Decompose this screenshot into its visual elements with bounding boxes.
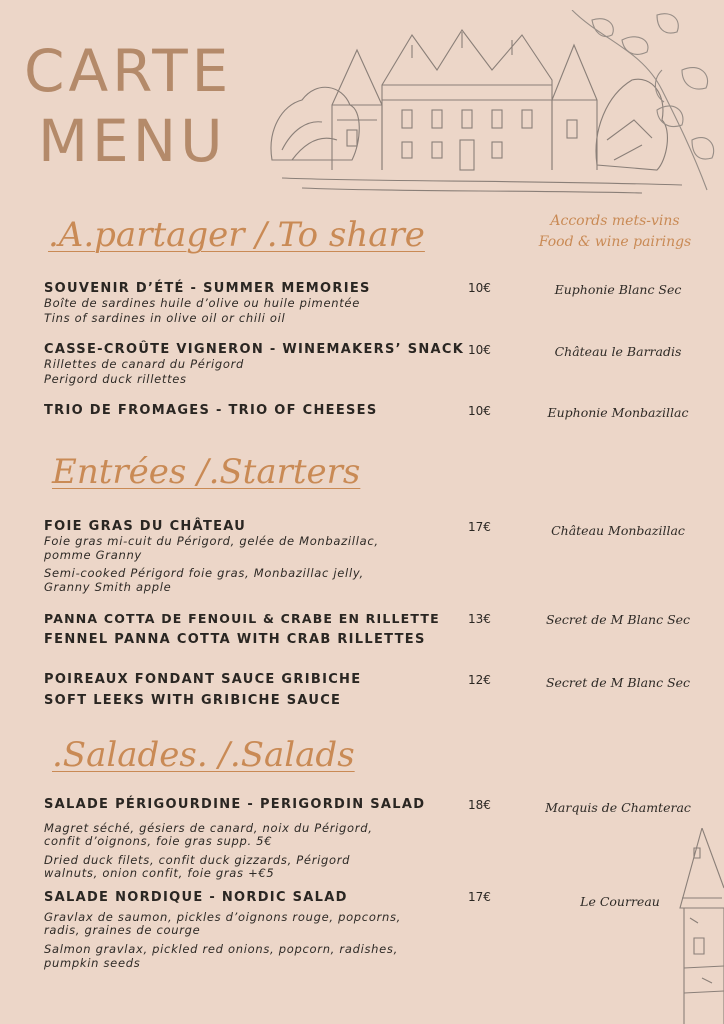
dish-price: 10€ xyxy=(468,404,491,418)
dish-description: pumpkin seeds xyxy=(44,956,141,970)
tower-illustration xyxy=(672,828,724,1024)
dish-description: Dried duck filets, confit duck gizzards, Périgord xyxy=(44,853,351,867)
menu-title-line2: MENU xyxy=(38,107,227,175)
dish-description: Rillettes de canard du Périgord xyxy=(44,357,245,371)
dish-description: pomme Granny xyxy=(44,548,142,562)
dish-name-english: FENNEL PANNA COTTA WITH CRAB RILLETTES xyxy=(44,632,426,647)
dish-description: Granny Smith apple xyxy=(44,580,172,594)
dish-description: Perigord duck rillettes xyxy=(44,372,187,386)
section-heading-starters: Entrées /.Starters xyxy=(52,452,361,492)
dish-name: FOIE GRAS DU CHÂTEAU xyxy=(44,519,247,534)
section-heading-salads: .Salades. /.Salads xyxy=(52,735,355,775)
dish-description: Semi-cooked Périgord foie gras, Monbazillac jelly, xyxy=(44,566,364,580)
wine-pairing: Le Courreau xyxy=(580,894,660,909)
dish-price: 18€ xyxy=(468,798,491,812)
dish-name: SALADE PÉRIGOURDINE - PERIGORDIN SALAD xyxy=(44,797,426,812)
dish-description: Salmon gravlax, pickled red onions, popcorn, radishes, xyxy=(44,942,398,956)
dish-price: 10€ xyxy=(468,343,491,357)
dish-name-english: SOFT LEEKS WITH GRIBICHE SAUCE xyxy=(44,693,342,708)
dish-price: 17€ xyxy=(468,520,491,534)
dish-description: Boîte de sardines huile d’olive ou huile pimentée xyxy=(44,296,360,310)
wine-pairing: Marquis de Chamterac xyxy=(545,800,691,815)
pairings-header-fr: Accords mets-vins xyxy=(550,213,680,229)
dish-name: PANNA COTTA DE FENOUIL & CRABE EN RILLETTE xyxy=(44,611,440,626)
dish-description: Foie gras mi-cuit du Périgord, gelée de Monbazillac, xyxy=(44,534,379,548)
pairings-header-en: Food & wine pairings xyxy=(538,234,692,250)
wine-pairing: Secret de M Blanc Sec xyxy=(545,612,691,627)
castle-illustration xyxy=(262,10,722,195)
dish-name: TRIO DE FROMAGES - TRIO OF CHEESES xyxy=(44,403,378,418)
wine-pairing: Euphonie Blanc Sec xyxy=(554,282,682,297)
dish-price: 13€ xyxy=(468,612,491,626)
wine-pairing: Château le Barradis xyxy=(554,344,682,359)
menu-title-line1: CARTE xyxy=(24,37,233,105)
dish-price: 12€ xyxy=(468,673,491,687)
dish-description: walnuts, onion confit, foie gras +€5 xyxy=(44,866,275,880)
wine-pairing: Euphonie Monbazillac xyxy=(547,405,689,420)
dish-price: 17€ xyxy=(468,890,491,904)
dish-description: Magret séché, gésiers de canard, noix du Périgord, xyxy=(44,821,373,835)
dish-name: SOUVENIR D’ÉTÉ - SUMMER MEMORIES xyxy=(44,281,371,296)
dish-name: POIREAUX FONDANT SAUCE GRIBICHE xyxy=(44,672,362,687)
dish-name: CASSE-CROÛTE VIGNERON - WINEMAKERS’ SNACK xyxy=(44,342,465,357)
dish-price: 10€ xyxy=(468,281,491,295)
dish-description: Tins of sardines in olive oil or chili oil xyxy=(44,311,286,325)
dish-name: SALADE NORDIQUE - NORDIC SALAD xyxy=(44,890,348,905)
section-heading-share: .A.partager /.To share xyxy=(48,215,425,255)
dish-description: confit d’oignons, foie gras supp. 5€ xyxy=(44,834,273,848)
wine-pairing: Secret de M Blanc Sec xyxy=(545,675,691,690)
dish-description: radis, graines de courge xyxy=(44,923,201,937)
dish-description: Gravlax de saumon, pickles d’oignons rouge, popcorns, xyxy=(44,910,402,924)
wine-pairing: Château Monbazillac xyxy=(551,523,685,538)
